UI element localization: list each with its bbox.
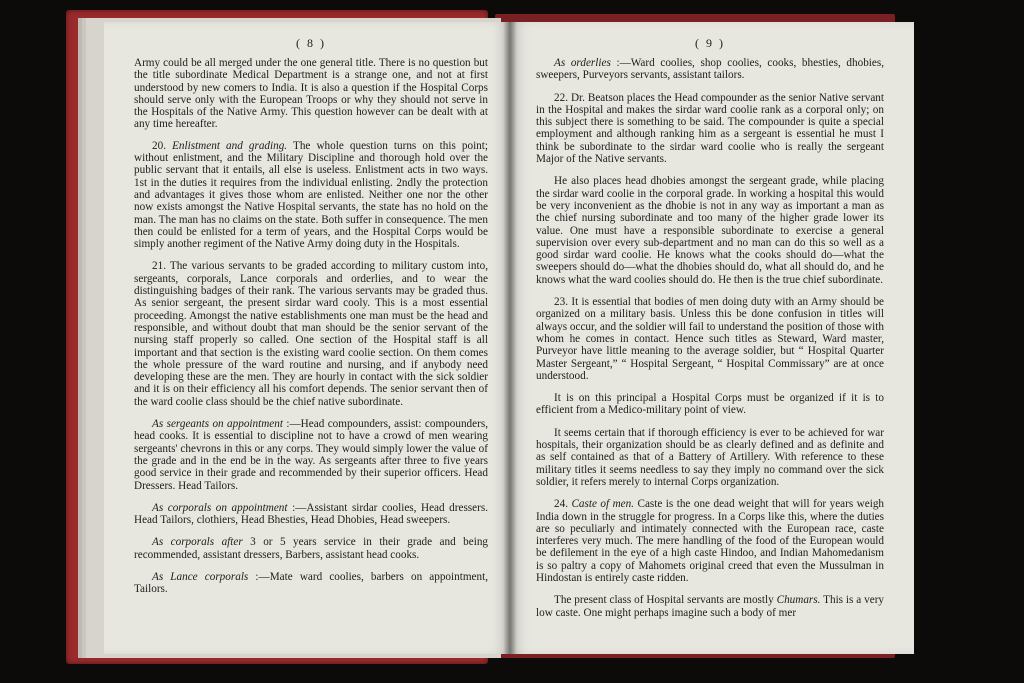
paragraph-text: Army could be all merged under the one general title. There is no question but the title subordinate Medical Department is a strange one, and not at first understood by new comers to India. It is also a question if the Hospital Corps should serve only with the European Troops or why they should not serve in the Hospitals of the Native Army. This question however can be dealt with at any time hereafter. xyxy=(134,57,488,131)
paragraph-text: :—Head compounders, assist: compounders, head cooks. It is essential to discipline not to have a crowd of men wearing sergeants' chevrons in this or any corps. They would simply lower the value of the grade and in the end be in the way. As sergeants after three to five years good service in their grade and recommended by their superior officers. Head Dressers. Head Tailors. xyxy=(134,418,488,492)
paragraph xyxy=(536,92,884,166)
paragraph xyxy=(536,392,884,417)
paragraph-text: It seems certain that if thorough efficiency is ever to be achieved for war hospitals, their organization should be as clearly defined and as definite and as self contained as that of a Battery of Artillery. With reference to these military titles it seems needless to say they imply no command over the sick soldier, it refers merely to internal Corps organization. xyxy=(536,426,884,488)
paragraph xyxy=(134,418,488,492)
paragraph-text: 3 or 5 years service in their grade and being recommended, assistant dressers, Barbers, assistant head cooks. xyxy=(134,536,489,561)
paragraph xyxy=(536,498,884,584)
paragraph-text: :—Assistant sirdar coolies, Head dressers. Head Tailors, clothiers, Head Bhesties, Head Dhobies, Head sweepers. xyxy=(134,501,489,527)
paragraph-text: This is a very low caste. One might perhaps imagine such a body of mer xyxy=(536,594,885,619)
paragraph xyxy=(134,260,488,408)
paragraph xyxy=(536,296,884,382)
paragraph-text: The whole question turns on this point; without enlistment, and the Military Discipline and thorough hold over the public servant that it entails, all else is useless. Enlistment acts in two ways. 1st in the duties it requires from the individual enlisting. 2ndly the protection and advantages it gives those whom are enlisted. Neither one nor the other now exists amongst the Native Hospital servants, the state has no hold on the man. The man has no claims on the state. Both suffer in consequence. The men then could be enlisted for a term of years, and the Hospital Corps would be simply another regiment of the Native Army doing duty in the Hospitals. xyxy=(134,139,488,251)
section-heading: As Lance corporals xyxy=(152,570,249,583)
section-number: 23. xyxy=(554,296,568,309)
section-heading: As sergeants on appointment xyxy=(152,418,283,431)
italic-term: Chumars. xyxy=(776,594,821,607)
paragraph xyxy=(536,57,884,82)
section-heading: Caste of men. xyxy=(571,498,635,511)
paragraph-text: :—Mate ward coolies, barbers on appointment, Tailors. xyxy=(134,570,489,596)
paragraph-text: He also places head dhobies amongst the sergeant grade, while placing the sirdar ward coolie in the corporal grade. In working a hospital this would be very inconvenient as the dhobie is not in any way as important a man as the chief nursing subordinate and too many of the higher grade lower its value. One must have a responsible subordinate to exercise a general supervision over every sub-department and no man can do this so well as a good sirdar ward coolie. He knows what the cooks should do—what the sweepers should do—what the dhobies should do, what all should do, and he knows what the ward coolies should do. He then is the true chief subordinate. xyxy=(536,175,884,286)
left-page xyxy=(104,22,510,654)
right-page xyxy=(510,22,914,654)
paragraph-text: The present class of Hospital servants are mostly xyxy=(554,594,774,607)
paragraph xyxy=(134,140,488,251)
section-heading: As corporals on appointment xyxy=(152,501,288,514)
paragraph-text: It is on this principal a Hospital Corps must be organized if it is to efficient from a Medico-military point of view. xyxy=(536,392,884,417)
section-number: 21. xyxy=(152,260,166,273)
book-spine xyxy=(503,22,517,654)
paragraph xyxy=(134,571,488,596)
paragraph-text: It is essential that bodies of men doing duty with an Army should be organized on a military basis. Unless this be done confusion in titles will always occur, and the soldier will fail to understand the position of those with whom he comes in contact. Hence such titles as Steward, Ward master, Purveyor have little meaning to the average soldier, but “ Hospital Quarter Master Sergeant,” “ Hospital Sergeant, “ Hospital Commissary” are at once understood. xyxy=(536,296,884,382)
paragraph-text: Caste is the one dead weight that will for years weigh India down in the struggle for progress. In a Corps like this, where the duties are so peculiarly and intimately connected with the European race, caste interferes very much. The mere handling of the food of the European would be defilement in the eye of a high caste Hindoo, and Indian Mahomedanism is so paltry a copy of Mahomets original creed that even the Mussulman in Hindostan is entirely caste ridden. xyxy=(536,498,885,584)
paragraph xyxy=(536,175,884,286)
section-heading: As corporals after xyxy=(152,536,243,549)
paragraph xyxy=(536,594,884,619)
section-number: 20. xyxy=(152,139,166,152)
right-page-text xyxy=(536,57,884,619)
paragraph-text: :—Ward coolies, shop coolies, cooks, bhesties, dhobies, sweepers, Purveyors servants, assistant tailors. xyxy=(536,57,885,82)
left-page-text xyxy=(134,57,488,596)
left-page-number: ( 8 ) xyxy=(296,36,326,50)
paragraph xyxy=(536,427,884,488)
paragraph-text: Dr. Beatson places the Head compounder as the senior Native servant in the Hospital and makes the sirdar ward coolie rank as a corporal only; on this subject there is something to be said. The compounder is quite a special employment and although ranking him as a sergeant is essential he must I think be subordinate to the sirdar ward coolie who is really the sergeant Major of the Native servants. xyxy=(536,91,884,166)
section-heading: As orderlies xyxy=(554,57,611,69)
section-number: 24. xyxy=(554,498,568,511)
paragraph-text: The various servants to be graded according to military custom into, sergeants, corporals, Lance corporals and orderlies, and to wear the distinguishing badges of their rank. The various servants may be graded thus. As senior sergeant, the present sirdar ward cooly. This is a most essential proceeding. Amongst the native establishments one man must be the head and responsible, and without doubt that man should be the senior servant of the nursing staff properly so called. One section of the Hospital staff is all important and that section is the existing ward coolie section. On them comes the whole pressure of the ward routine and nursing, and if anybody need developing these are the men. They are hourly in contact with the sick soldier and it is on their efficiency all his comfort depends. The senior servant then of the ward coolie class should be the chief native subordinate. xyxy=(134,260,488,408)
right-page-number: ( 9 ) xyxy=(695,36,725,50)
paragraph xyxy=(134,502,488,527)
section-number: 22. xyxy=(554,91,568,104)
paragraph xyxy=(134,536,488,561)
section-heading: Enlistment and grading. xyxy=(172,139,288,152)
paragraph xyxy=(134,57,488,131)
